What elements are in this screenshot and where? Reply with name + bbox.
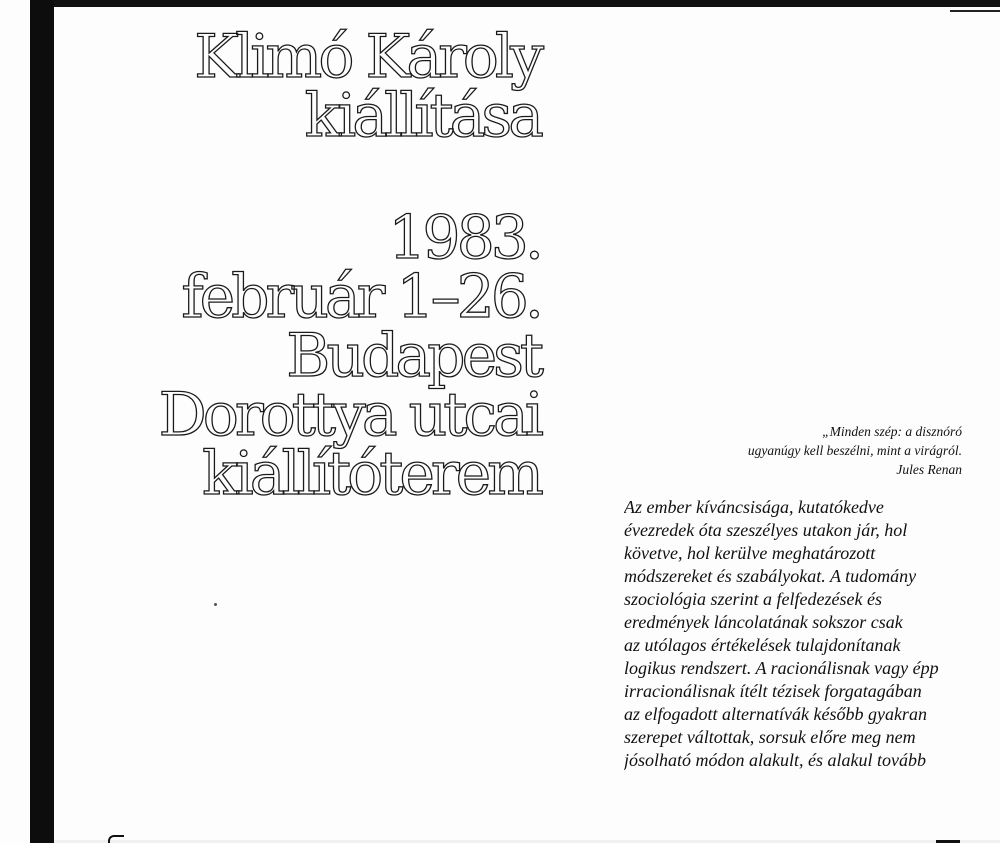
heading-spacer xyxy=(159,146,540,209)
heading-line: kiállítása xyxy=(304,81,540,151)
body-line: jósolható módon alakult, és alakul tovább xyxy=(624,750,926,770)
body-line: módszereket és szabályokat. A tudomány xyxy=(624,566,917,586)
epigraph-line: ugyanúgy kell beszélni, mint a virágról. xyxy=(747,443,962,458)
body-line: Az ember kíváncsisága, kutatókedve xyxy=(624,497,884,517)
heading-line: Klimó Károly xyxy=(194,22,540,92)
body-line: szerepet váltottak, sorsuk előre meg nem xyxy=(624,727,916,747)
body-line: eredmények láncolatának sokszor csak xyxy=(624,612,903,632)
body-line: évezredek óta szeszélyes utakon jár, hol xyxy=(624,520,908,540)
left-black-bar xyxy=(30,0,54,843)
corner-crop-mark xyxy=(950,10,1000,12)
top-border-rule xyxy=(30,0,1000,7)
city: Budapest xyxy=(286,321,540,391)
body-line: követve, hol kerülve meghatározott xyxy=(624,543,876,563)
body-line: szociológia szerint a felfedezések és xyxy=(624,589,882,609)
bottom-crop-mark xyxy=(108,835,124,843)
exhibition-heading xyxy=(158,22,540,509)
venue-line: Dorottya utcai xyxy=(158,380,540,450)
body-paragraph xyxy=(624,496,1000,776)
body-line: az utólagos értékelések tulajdonítanak xyxy=(624,635,901,655)
epigraph-author: Jules Renan xyxy=(896,462,962,477)
speck xyxy=(214,603,217,606)
body-line: logikus rendszert. A racionálisnak vagy épp xyxy=(624,658,939,678)
date-year: 1983. xyxy=(388,203,540,273)
body-line: irracionálisnak ítélt tézisek forgatagában xyxy=(624,681,922,701)
epigraph xyxy=(660,422,962,479)
epigraph-line: „Minden szép: a disznóró xyxy=(822,424,962,439)
venue-line: kiállítóterem xyxy=(202,439,540,509)
body-line: az elfogadott alternatívák később gyakran xyxy=(624,704,927,724)
date-range: február 1–26. xyxy=(181,262,540,332)
